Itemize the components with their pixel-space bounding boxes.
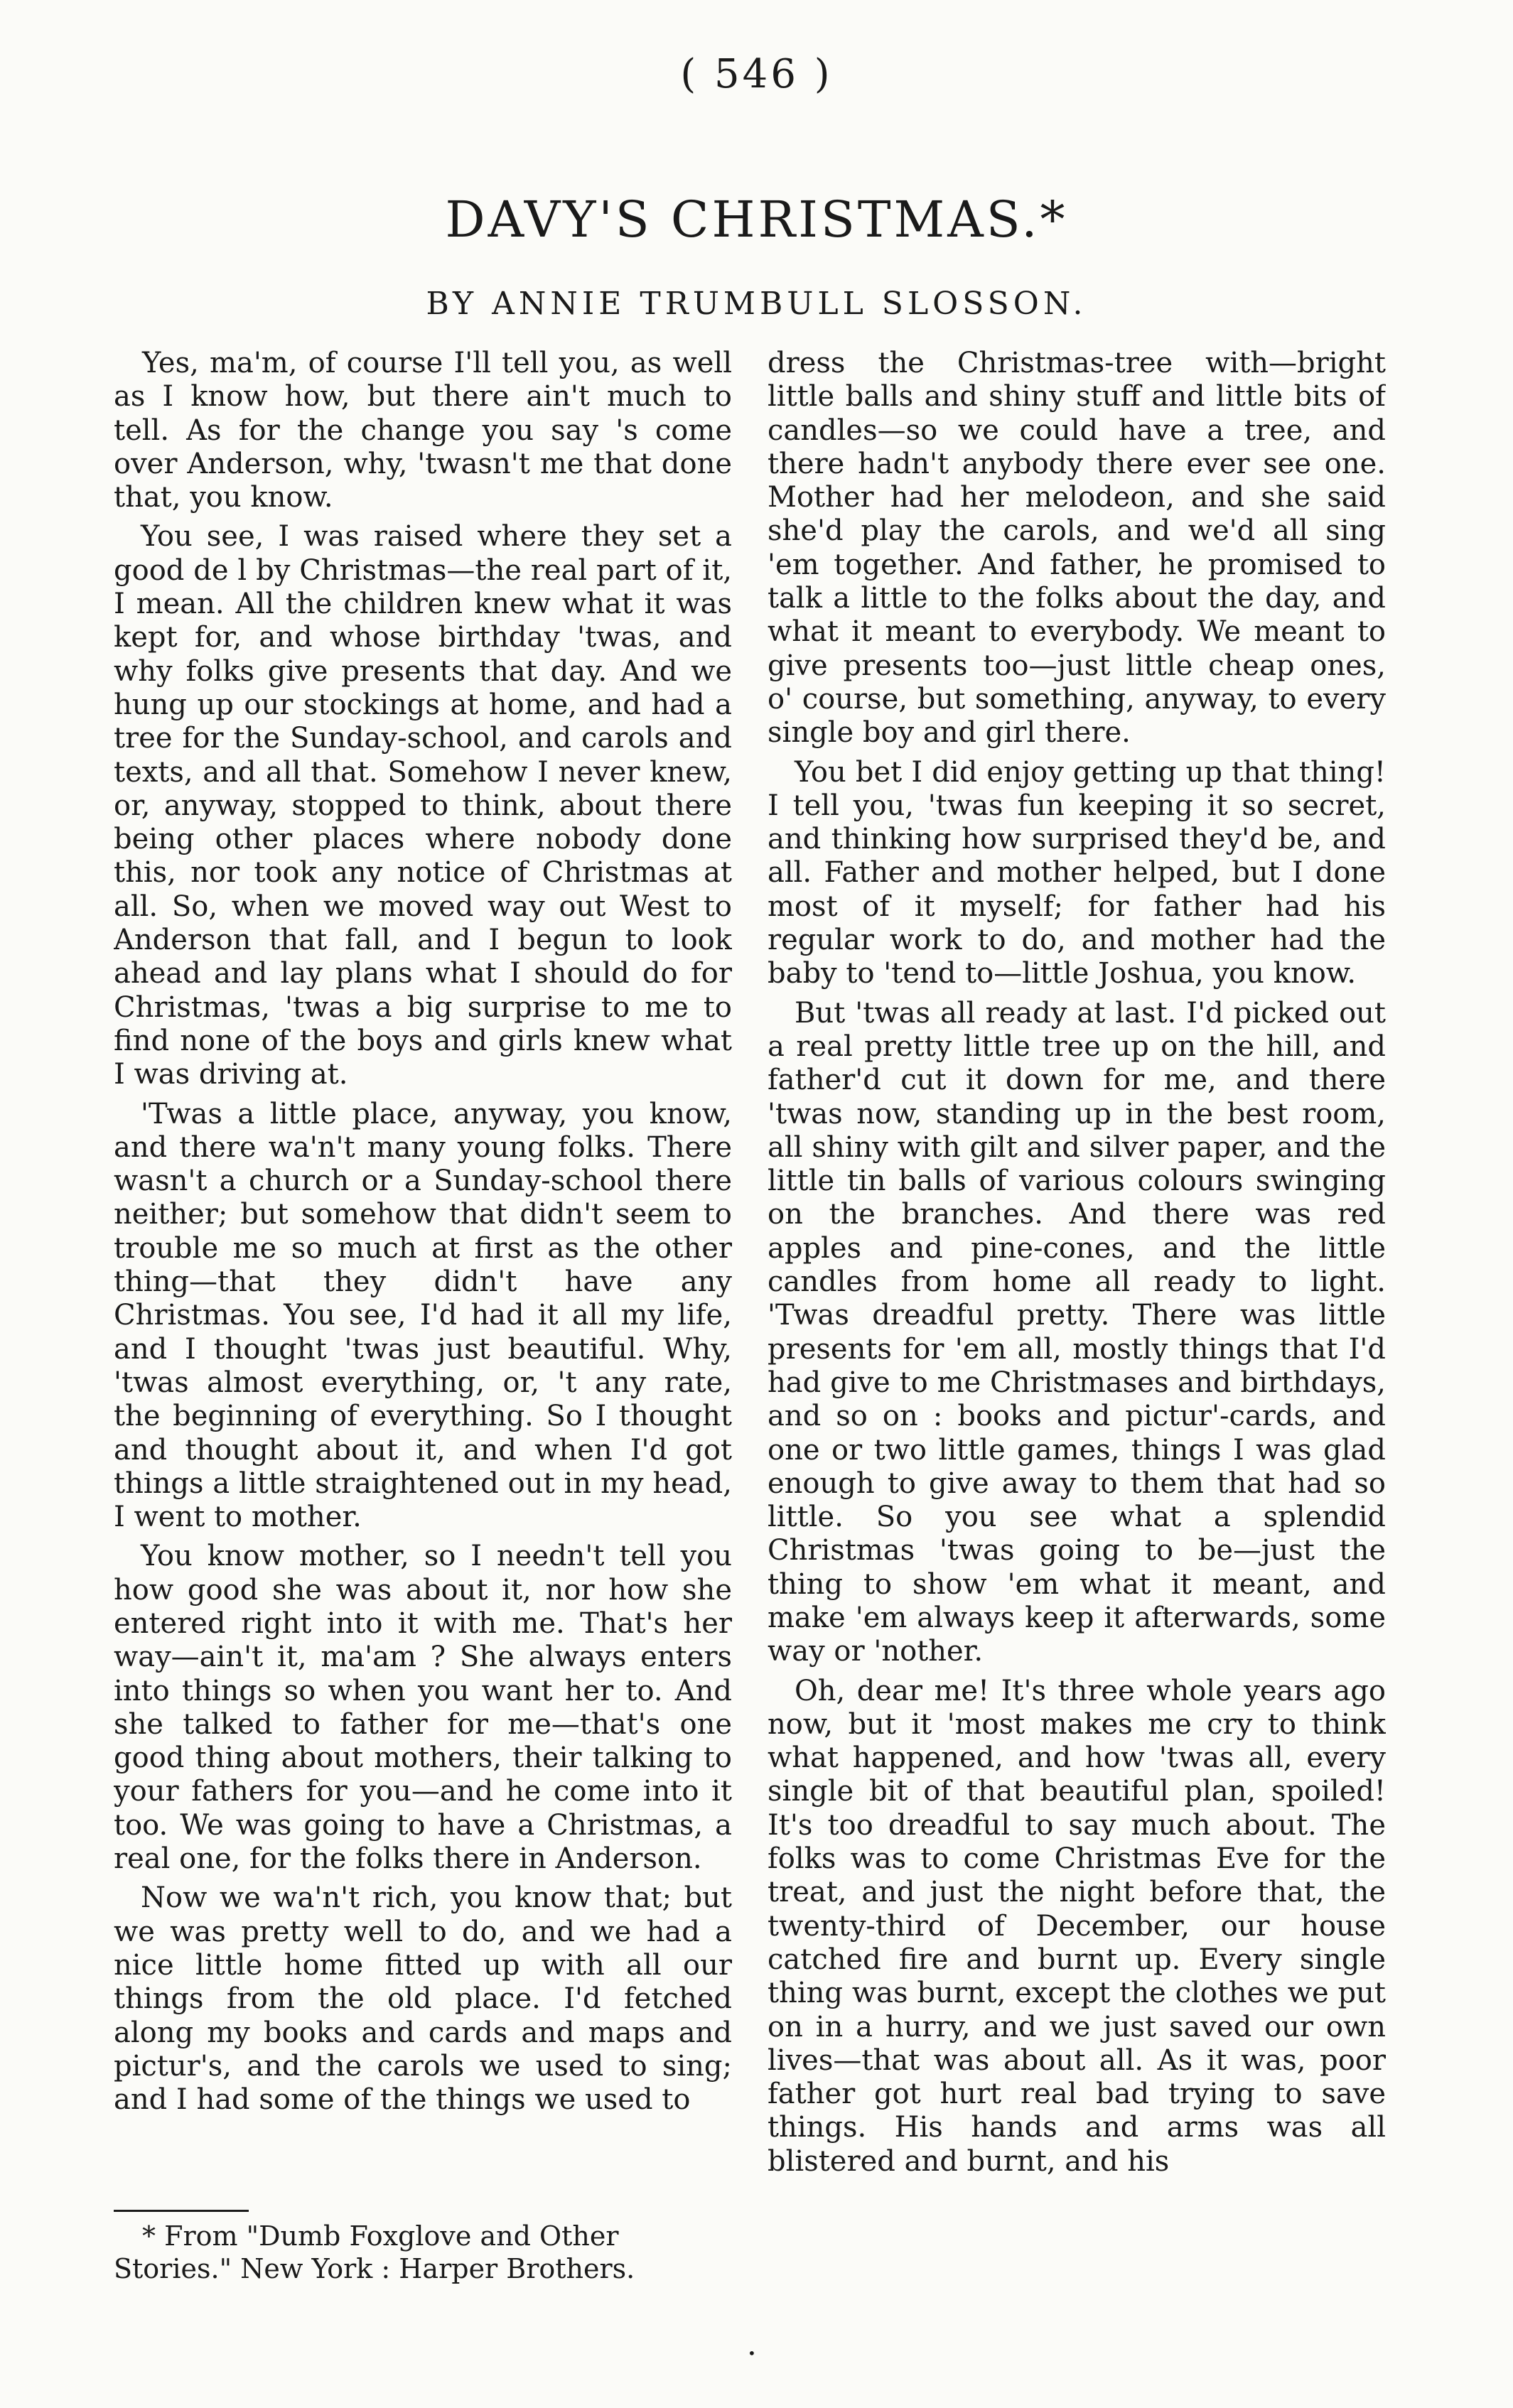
right-column [768,347,1386,2322]
paragraph: You see, I was raised where they set a good de l by Christmas—the real part of it, I mean. All the children knew what it was kept for, and whose birthday 'twas, and why folks give presents that day. And we hung up our stockings at home, and had a tree for the Sunday-school, and carols and texts, and all that. Somehow I never knew, or, anyway, stopped to think, about there being other places where nobody done this, nor took any notice of Christmas at all. So, when we moved way out West to Anderson that fall, and I begun to look ahead and lay plans what I should do for Christmas, 'twas a big surprise to me to find none of the boys and girls knew what I was driving at. [114,520,732,1091]
paragraph: But 'twas all ready at last. I'd picked out a real pretty little tree up on the hill, and father'd cut it down for me, and there 'twas now, standing up in the best room, all shiny with gilt and silver paper, and the little tin balls of various colours swinging on the branches. And there was red apples and pine-cones, and the little candles from home all ready to light. 'Twas dreadful pretty. There was little presents for 'em all, mostly things that I'd had give to me Christmases and birthdays, and so on : books and pictur'-cards, and one or two little games, things I was glad enough to give away to them that had so little. So you see what a splendid Christmas 'twas going to be—just the thing to show 'em what it meant, and make 'em always keep it afterwards, some way or 'nother. [768,996,1386,1668]
footnote-divider [114,2210,249,2212]
article-title: DAVY'S CHRISTMAS.* [445,190,1068,249]
paragraph: Oh, dear me! It's three whole years ago now, but it 'most makes me cry to think what happened, and how 'twas all, every single bit of that beautiful plan, spoiled! It's too dreadful to say much about. The folks was to come Christmas Eve for the treat, and just the night before that, the twenty-third of December, our house catched fire and burnt up. Every single thing was burnt, except the clothes we put on in a hurry, and we just saved our own lives—that was about all. As it was, poor father got hurt real bad trying to save things. His hands and arms was all blistered and burnt, and his [768,1674,1386,2178]
bottom-mark: • [748,2345,756,2362]
paragraph: You know mother, so I needn't tell you how good she was about it, nor how she entered right into it with me. That's her way—ain't it, ma'am ? She always enters into things so when you want her to. And she talked to father for me—that's one good thing about mothers, their talking to your fathers for you—and he come into it too. We was going to have a Christmas, a real one, for the folks there in Anderson. [114,1540,732,1876]
paragraph: Yes, ma'm, of course I'll tell you, as well as I know how, but there ain't much to tell. As for the change you say 's come over Anderson, why, 'twasn't me that done that, you know. [114,347,732,514]
paragraph-continuation: dress the Christmas-tree with—bright little balls and shiny stuff and little bits of candles—so we could have a tree, and there hadn't anybody there ever see one. Mother had her melodeon, and she said she'd play the carols, and we'd all sing 'em together. And father, he promised to talk a little to the folks about the day, and what it meant to everybody. We meant to give presents too—just little cheap ones, o' course, but something, anyway, to every single boy and girl there. [768,347,1386,750]
page-number: ( 546 ) [680,51,833,97]
article-byline: BY ANNIE TRUMBULL SLOSSON. [426,286,1087,322]
left-column [114,347,732,2322]
paragraph: Now we wa'n't rich, you know that; but we was pretty well to do, and we had a nice little home fitted up with all our things from the old place. I'd fetched along my books and cards and maps and pictur's, and the carols we used to sing; and I had some of the things we used to [114,1881,732,2117]
paragraph: 'Twas a little place, anyway, you know, and there wa'n't many young folks. There wasn't a church or a Sunday-school there neither; but somehow that didn't seem to trouble me so much at first as the other thing—that they didn't have any Christmas. You see, I'd had it all my life, and I thought 'twas just beautiful. Why, 'twas almost everything, or, 't any rate, the beginning of everything. So I thought and thought about it, and when I'd got things a little straightened out in my head, I went to mother. [114,1097,732,1534]
footnote: * From "Dumb Foxglove and Other Stories." New York : Harper Brothers. [114,2220,635,2284]
paragraph: You bet I did enjoy getting up that thing! I tell you, 'twas fun keeping it so secret, and thinking how surprised they'd be, and all. Father and mother helped, but I done most of it myself; for father had his regular work to do, and mother had the baby to 'tend to—little Joshua, you know. [768,755,1386,990]
